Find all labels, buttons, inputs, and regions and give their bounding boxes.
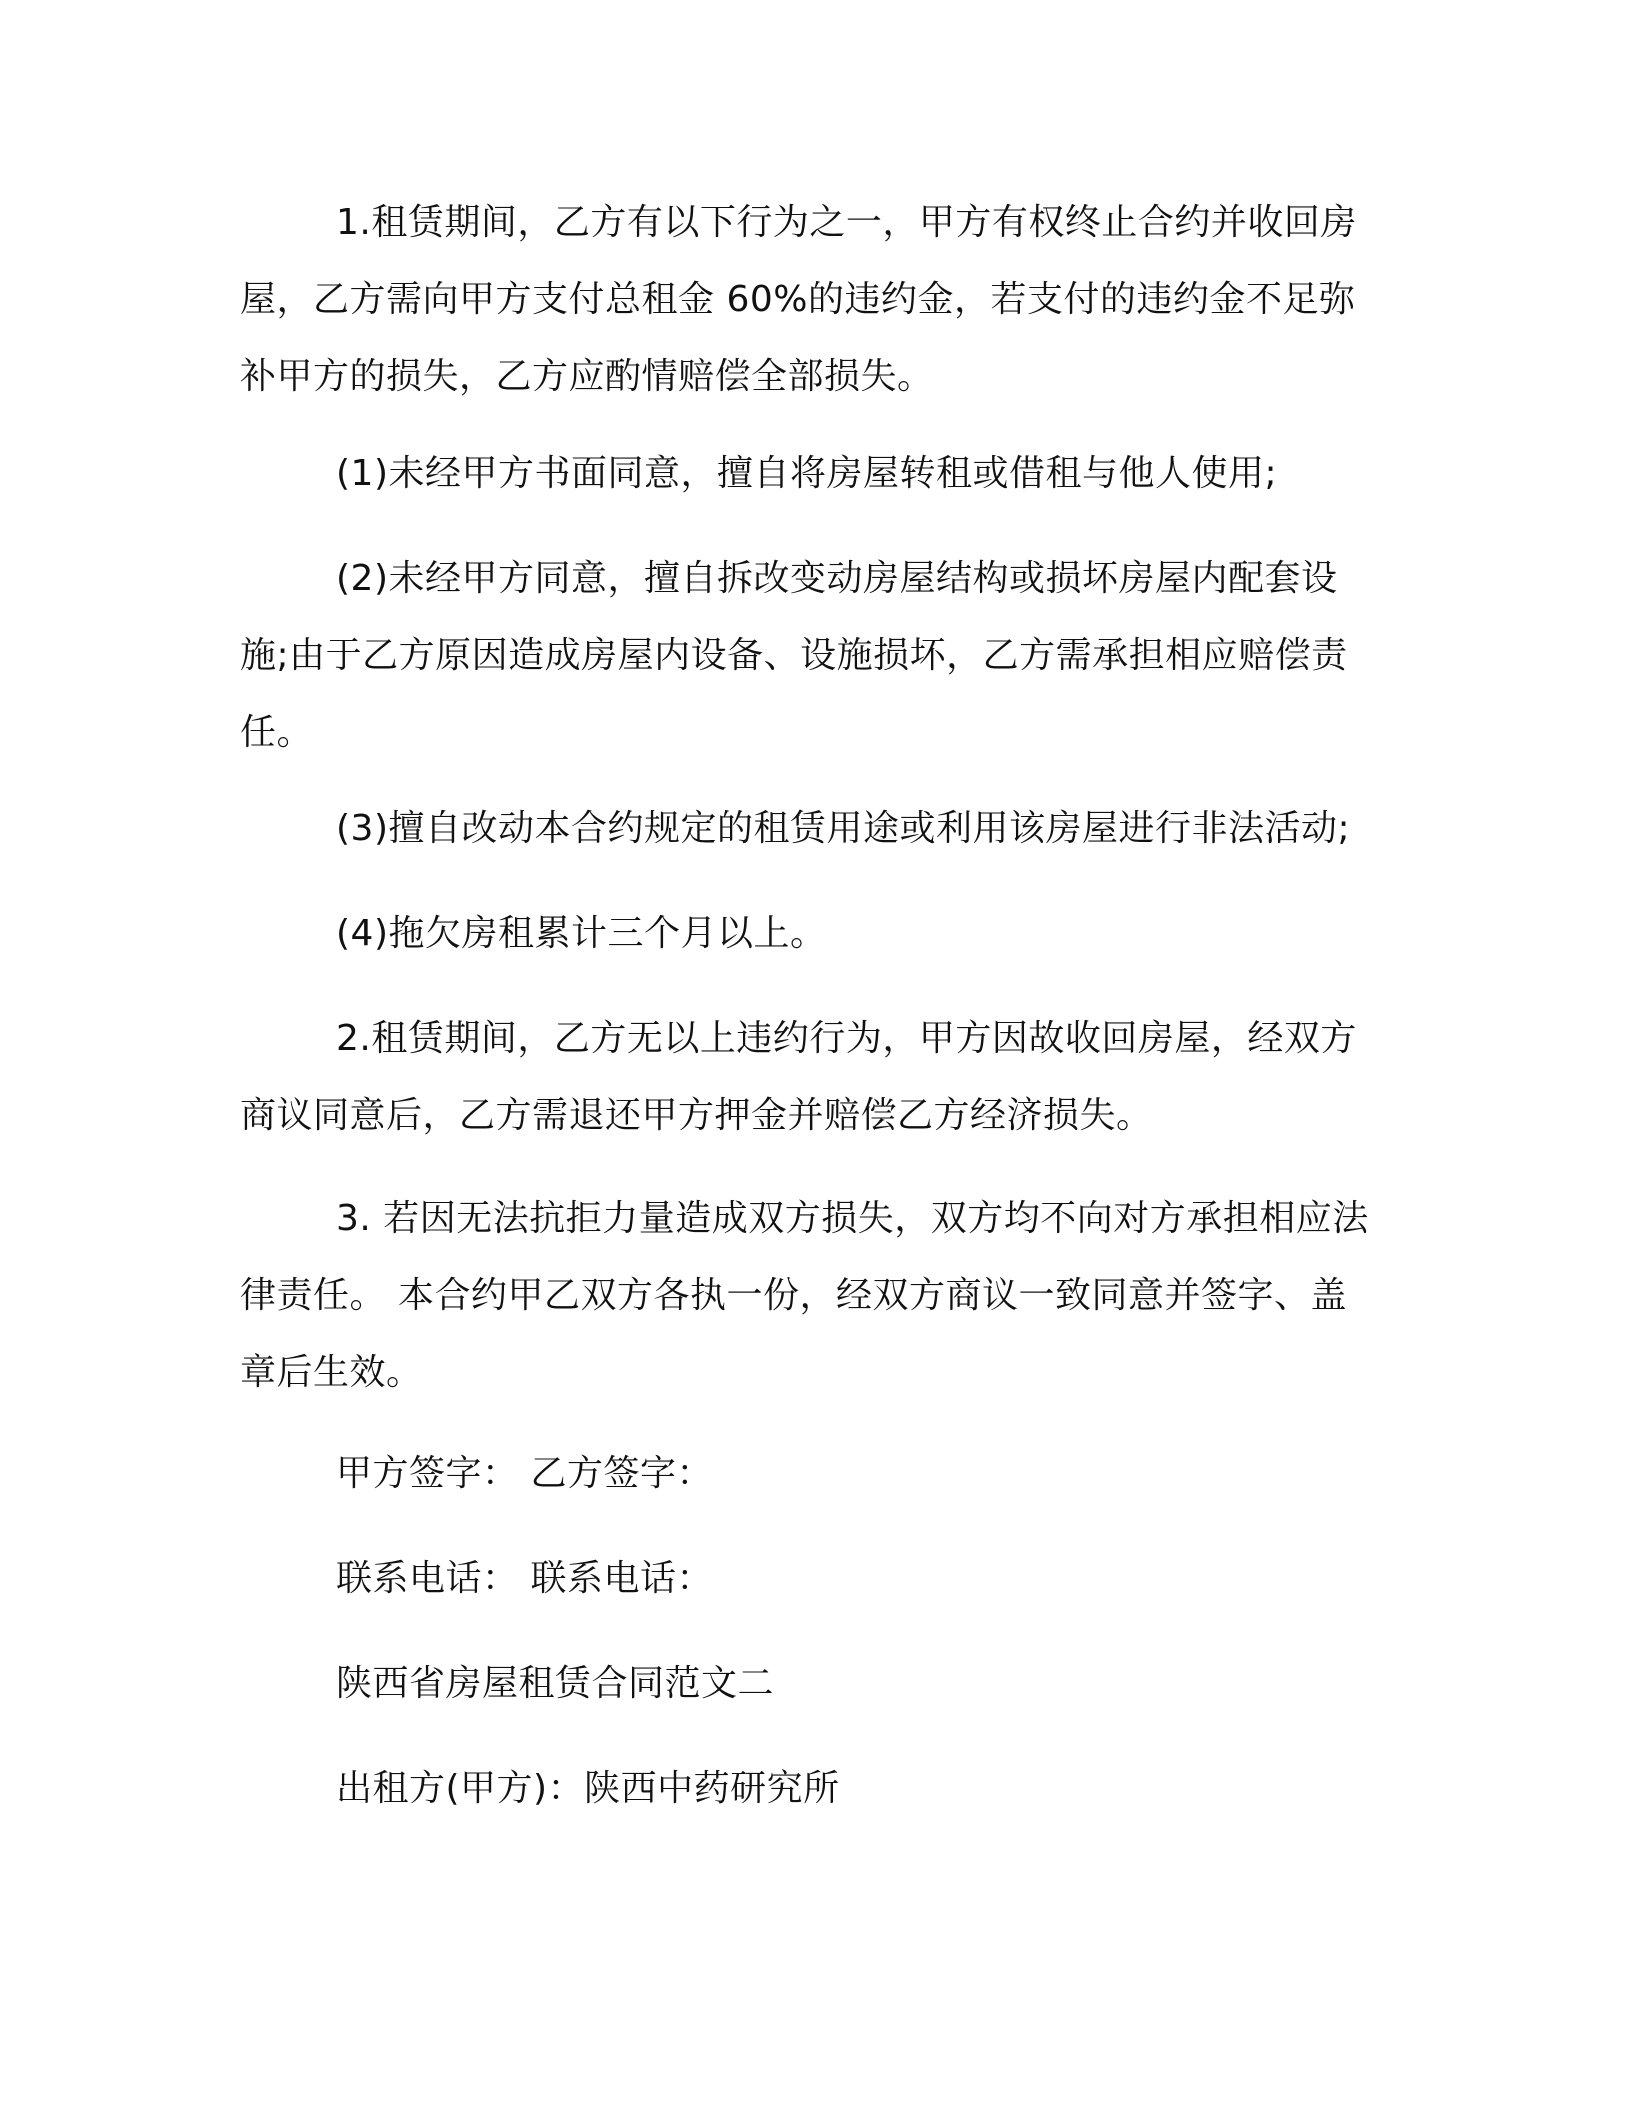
clause-1-item-3: (3)擅自改动本合约规定的租赁用途或利用该房屋进行非法活动; [336,808,1351,849]
clause-3-paragraph: 3. 若因无法抗拒力量造成双方损失，双方均不向对方承担相应法律责任。 本合约甲乙双方各执一份，经双方商议一致同意并签字、盖章后生效。 [240,1198,1369,1393]
clause-1-paragraph: 1.租赁期间，乙方有以下行为之一，甲方有权终止合约并收回房屋，乙方需向甲方支付总租金 60%的违约金，若支付的违约金不足弥补甲方的损失，乙方应酌情赔偿全部损失。 [240,202,1357,397]
clause-1-item-1: (1)未经甲方书面同意，擅自将房屋转租或借租与他人使用; [336,453,1278,494]
signature-line: 甲方签字： 乙方签字： [336,1453,713,1494]
clause-1-item-4: (4)拖欠房租累计三个月以上。 [336,913,827,954]
phone-line: 联系电话： 联系电话： [336,1558,713,1599]
sample-title: 陕西省房屋租赁合同范文二 [336,1663,775,1704]
lessor-line: 出租方(甲方)：陕西中药研究所 [336,1768,840,1809]
clause-1-item-2: (2)未经甲方同意，擅自拆改变动房屋结构或损坏房屋内配套设施;由于乙方原因造成房屋内设备、设施损坏，乙方需承担相应赔偿责任。 [240,558,1348,753]
clause-2-paragraph: 2.租赁期间，乙方无以上违约行为，甲方因故收回房屋，经双方商议同意后，乙方需退还甲方押金并赔偿乙方经济损失。 [240,1018,1357,1136]
